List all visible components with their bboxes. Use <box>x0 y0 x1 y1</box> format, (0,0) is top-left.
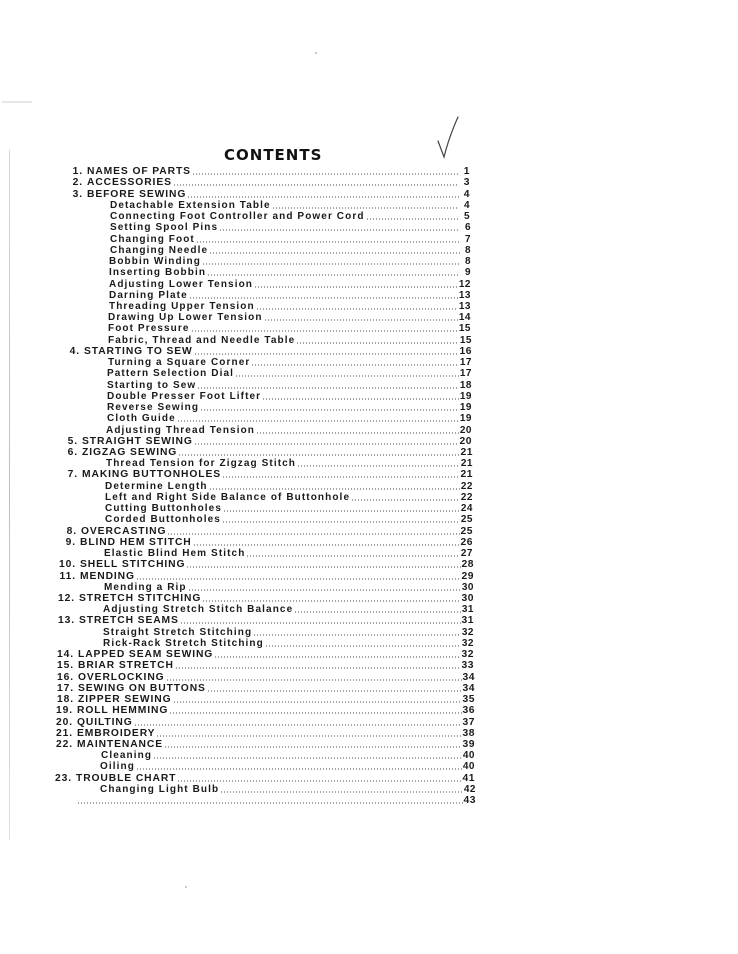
toc-subentry <box>108 357 472 368</box>
toc-subentry <box>104 548 473 559</box>
toc-entry-label: BLIND HEM STITCH <box>80 536 192 548</box>
toc-entry-number: 4. <box>69 345 80 357</box>
toc-entry-number: 5. <box>67 435 78 447</box>
toc-entry-number: 23. <box>54 772 72 784</box>
toc-entry-number: 22. <box>55 738 73 750</box>
toc-entry <box>67 447 473 458</box>
toc-entry-page-number: 9 <box>464 267 471 279</box>
toc-subentry <box>108 323 471 334</box>
toc-entry <box>72 166 470 178</box>
toc-entry-label: Reverse Sewing <box>107 402 200 414</box>
toc-entry-page-number: 20 <box>459 435 472 447</box>
dot-leader <box>254 286 458 288</box>
dot-leader <box>175 667 461 669</box>
dot-leader <box>136 768 462 770</box>
toc-subentry <box>105 514 473 525</box>
toc-subentry <box>100 784 476 795</box>
toc-entry-page-number: 37 <box>462 716 475 728</box>
toc-entry-label: Connecting Foot Controller and Power Cord <box>110 211 365 223</box>
toc-entry-page-number: 8 <box>464 244 471 256</box>
dot-leader <box>235 375 459 377</box>
toc-entry <box>57 592 474 604</box>
speck <box>315 52 317 54</box>
toc-entry-label: SHELL STITCHING <box>80 559 186 571</box>
toc-entry-label: Straight Stretch Stitching <box>103 626 253 638</box>
toc-entry-page-number: 30 <box>461 592 474 604</box>
toc-entry <box>72 177 470 189</box>
toc-subentry <box>110 245 471 256</box>
toc-entry-number: 1. <box>72 166 83 178</box>
toc-subentry <box>107 391 472 402</box>
dot-leader <box>220 791 463 793</box>
toc-entry-page-number: 32 <box>461 637 474 649</box>
toc-entry-page-number: 34 <box>462 682 475 694</box>
toc-entry-page-number: 17 <box>459 357 472 369</box>
dot-leader <box>351 499 460 501</box>
toc-entry-label: Threading Upper Tension <box>109 301 255 312</box>
dot-leader <box>194 353 459 355</box>
dot-leader <box>173 184 459 186</box>
toc-entry <box>69 345 472 357</box>
toc-entry-page-number: 32 <box>461 626 474 638</box>
toc-entry <box>66 525 473 537</box>
toc-subentry <box>106 424 472 435</box>
toc-entry-label: STRETCH STITCHING <box>79 592 202 604</box>
toc-entry-label: EMBROIDERY <box>77 727 156 739</box>
dot-leader <box>209 488 460 490</box>
toc-entry-page-number: 15 <box>458 323 471 335</box>
toc-entry-page-number: 21 <box>460 447 473 458</box>
toc-entry-page-number: 43 <box>463 795 476 807</box>
dot-leader <box>189 297 458 299</box>
toc-entry-page-number: 6 <box>464 222 471 234</box>
toc-subentry <box>103 638 474 649</box>
dot-leader <box>264 319 458 321</box>
toc-entry-number: 9. <box>65 536 76 548</box>
dot-leader <box>187 196 459 198</box>
dot-leader <box>296 342 459 344</box>
dot-leader <box>194 443 459 445</box>
toc-subentry <box>108 312 471 323</box>
handwritten-checkmark-icon <box>436 115 462 159</box>
toc-subentry <box>109 278 471 289</box>
toc-entry-label: Adjusting Stretch Stitch Balance <box>103 604 294 616</box>
toc-entry-label: BEFORE SEWING <box>87 188 187 200</box>
toc-entry-page-number: 41 <box>462 772 475 784</box>
dot-leader <box>153 757 462 759</box>
toc-entry-page-number: 1 <box>463 166 470 178</box>
toc-entry-page-number: 16 <box>459 345 472 357</box>
toc-subentry <box>100 761 475 772</box>
dot-leader <box>156 735 461 737</box>
toc-entry-label: Bobbin Winding <box>109 256 201 268</box>
toc-subentry <box>109 290 471 301</box>
toc-subentry <box>109 267 471 278</box>
dot-leader <box>136 578 461 580</box>
toc-entry-page-number: 15 <box>459 334 472 346</box>
toc-entry-page-number: 19 <box>459 413 472 425</box>
toc-subentry <box>110 222 471 233</box>
toc-entry-page-number: 42 <box>463 783 476 795</box>
toc-entry-label: Cutting Buttonholes <box>105 503 222 515</box>
toc-entry-page-number: 39 <box>462 738 475 750</box>
toc-entry-label: Turning a Square Corner <box>108 357 251 369</box>
toc-subentry <box>108 334 472 345</box>
dot-leader <box>164 746 462 748</box>
dot-leader <box>222 521 460 523</box>
toc-entry-page-number: 17 <box>459 368 472 380</box>
dot-leader <box>191 330 458 332</box>
toc-entry-page-number: 22 <box>460 491 473 503</box>
toc-entry-label: Mending a Rip <box>104 581 187 593</box>
toc-entry-label: MENDING <box>80 570 135 582</box>
toc-entry <box>76 795 476 806</box>
toc-entry <box>58 559 474 571</box>
toc-entry-label: BRIAR STRETCH <box>78 660 174 672</box>
toc-entry-label: Rick-Rack Stretch Stitching <box>103 637 264 649</box>
toc-entry-page-number: 14 <box>458 312 471 324</box>
toc-entry-label: Cleaning <box>101 750 153 762</box>
toc-entry-page-number: 13 <box>458 289 471 301</box>
dot-leader <box>366 218 459 220</box>
dot-leader <box>169 712 461 714</box>
toc-entry-label: TROUBLE CHART <box>76 772 177 784</box>
toc-subentry <box>103 604 474 615</box>
toc-subentry <box>110 211 470 222</box>
toc-entry <box>56 694 475 706</box>
toc-entry-number: 12. <box>57 592 75 604</box>
toc-entry-label: Changing Light Bulb <box>100 783 220 795</box>
dot-leader <box>197 387 459 389</box>
dot-leader <box>207 690 462 692</box>
toc-subentry <box>110 200 470 211</box>
speck <box>185 886 187 888</box>
toc-entry-label: Oiling <box>100 761 135 773</box>
toc-entry-page-number: 12 <box>458 278 471 290</box>
toc-entry-label: Cloth Guide <box>107 413 176 425</box>
dot-leader <box>251 364 459 366</box>
toc-subentry <box>101 750 475 761</box>
dot-leader <box>180 622 461 624</box>
toc-entry-number: 2. <box>72 177 83 189</box>
toc-subentry <box>105 480 473 491</box>
dot-leader <box>186 566 460 568</box>
dot-leader <box>202 600 460 602</box>
toc-entry-page-number: 7 <box>464 233 471 245</box>
toc-entry-label: OVERLOCKING <box>78 671 165 683</box>
toc-entry <box>55 716 475 728</box>
toc-entry-page-number: 40 <box>462 750 475 762</box>
toc-entry-label: Drawing Up Lower Tension <box>108 312 263 324</box>
toc-entry-number: 11. <box>59 570 76 582</box>
toc-entry <box>67 469 473 481</box>
toc-entry-number: 3. <box>72 188 83 200</box>
page-title: CONTENTS <box>224 146 323 164</box>
dot-leader <box>214 656 460 658</box>
toc-subentry <box>105 492 473 503</box>
toc-entry-page-number: 20 <box>459 424 472 436</box>
toc-entry-number: 6. <box>67 447 78 458</box>
toc-entry <box>59 570 474 582</box>
toc-entry-label: Adjusting Lower Tension <box>109 278 254 290</box>
toc-entry-page-number: 30 <box>461 581 474 593</box>
toc-entry-label: Detachable Extension Table <box>110 199 271 211</box>
toc-entry-label: Starting to Sew <box>107 379 197 391</box>
toc-entry-number: 18. <box>56 694 74 706</box>
toc-entry-label: STRETCH SEAMS <box>79 615 179 627</box>
toc-entry-label: SEWING ON BUTTONS <box>78 682 206 694</box>
dot-leader <box>219 229 460 231</box>
toc-entry-label: ZIGZAG SEWING <box>82 447 178 458</box>
dot-leader <box>265 645 461 647</box>
toc-entry-page-number: 21 <box>460 458 473 470</box>
dot-leader <box>297 465 460 467</box>
toc-entry <box>55 705 475 717</box>
dot-leader <box>223 510 460 512</box>
toc-subentry <box>105 503 473 514</box>
toc-subentry <box>106 458 473 469</box>
dot-leader <box>196 241 460 243</box>
toc-entry <box>55 738 475 750</box>
toc-entry-page-number: 21 <box>460 469 473 481</box>
toc-entry-label: STRAIGHT SEWING <box>82 435 193 447</box>
toc-entry-page-number: 31 <box>461 604 474 616</box>
dot-leader <box>178 454 459 456</box>
dot-leader <box>188 589 461 591</box>
toc-entry-page-number: 34 <box>462 671 475 683</box>
toc-entry <box>56 682 475 694</box>
toc-entry-number: 13. <box>57 615 75 627</box>
binding-edge-shadow <box>9 150 10 840</box>
dot-leader <box>209 252 460 254</box>
toc-entry-label: ROLL HEMMING <box>77 705 169 717</box>
toc-entry-page-number: 8 <box>464 256 471 268</box>
toc-subentry <box>107 368 472 379</box>
toc-entry <box>57 615 474 627</box>
toc-entry-page-number: 5 <box>463 211 470 223</box>
toc-entry-number: 20. <box>55 716 73 728</box>
toc-entry-label: LAPPED SEAM SEWING <box>78 649 214 661</box>
toc-entry-page-number: 28 <box>461 559 474 571</box>
toc-entry-page-number: 32 <box>461 649 474 661</box>
toc-entry-number: 7. <box>67 469 78 481</box>
toc-subentry <box>110 233 471 244</box>
toc-subentry <box>109 301 471 312</box>
toc-entry-label: ZIPPER SEWING <box>78 694 172 706</box>
toc-entry-page-number: 36 <box>462 705 475 717</box>
toc-entry-label: Foot Pressure <box>108 323 190 335</box>
toc-entry-page-number: 3 <box>463 177 470 189</box>
toc-entry <box>56 649 474 661</box>
toc-entry-page-number: 27 <box>460 548 473 560</box>
toc-entry-page-number: 4 <box>463 188 470 200</box>
toc-entry <box>56 660 474 672</box>
dot-leader <box>193 544 460 546</box>
toc-entry-number: 19. <box>55 705 73 717</box>
toc-entry-page-number: 35 <box>462 694 475 706</box>
toc-entry-label: Setting Spool Pins <box>110 222 219 234</box>
dot-leader <box>167 533 459 535</box>
toc-subentry <box>107 402 472 413</box>
toc-entry-label: Double Presser Foot Lifter <box>107 390 262 402</box>
toc-entry-page-number: 38 <box>462 727 475 739</box>
dot-leader <box>77 802 463 804</box>
toc-entry-page-number: 4 <box>463 199 470 211</box>
toc-entry-label: Fabric, Thread and Needle Table <box>108 334 296 346</box>
toc-entry-number: 8. <box>66 525 77 537</box>
dot-leader <box>192 173 459 175</box>
toc-entry-number: 14. <box>56 649 74 661</box>
toc-entry-page-number: 33 <box>461 660 474 672</box>
toc-entry-label: Pattern Selection Dial <box>107 368 235 380</box>
toc-entry <box>72 188 470 200</box>
toc-entry-label: ACCESSORIES <box>87 177 172 189</box>
dot-leader <box>173 701 462 703</box>
dot-leader <box>207 274 460 276</box>
dot-leader <box>202 263 460 265</box>
toc-entry-number: 21. <box>55 727 73 739</box>
toc-entry-label: MAINTENANCE <box>77 738 163 750</box>
dot-leader <box>256 308 458 310</box>
toc-entry-label: Left and Right Side Balance of Buttonhole <box>105 491 351 503</box>
toc-entry <box>65 536 473 548</box>
toc-entry <box>56 671 475 683</box>
dot-leader <box>272 207 459 209</box>
dot-leader <box>294 611 461 613</box>
dot-leader <box>253 634 461 636</box>
toc-entry <box>55 727 475 739</box>
toc-entry-label: Thread Tension for Zigzag Stitch <box>106 458 297 470</box>
toc-entry-page-number: 18 <box>459 379 472 391</box>
toc-entry-page-number: 25 <box>460 525 473 537</box>
toc-entry-label: Changing Foot <box>110 233 195 245</box>
toc-entry-label: Corded Buttonholes <box>105 514 221 526</box>
toc-entry-number: 15. <box>56 660 74 672</box>
toc-entry-page-number: 26 <box>460 536 473 548</box>
dot-leader <box>177 420 459 422</box>
toc-entry-page-number: 29 <box>461 570 474 582</box>
toc-entry-label: NAMES OF PARTS <box>87 166 191 178</box>
toc-entry-number: 17. <box>56 682 74 694</box>
dot-leader <box>222 476 460 478</box>
dot-leader <box>200 409 459 411</box>
toc-entry-label: STARTING TO SEW <box>84 345 193 357</box>
toc-entry <box>67 435 472 447</box>
toc-entry-label: Changing Needle <box>110 244 209 256</box>
dot-leader <box>262 398 459 400</box>
dot-leader <box>246 555 459 557</box>
page-smudge <box>2 101 32 103</box>
toc-subentry <box>104 582 474 593</box>
toc-entry-page-number: 25 <box>460 514 473 526</box>
toc-entry-page-number: 22 <box>460 480 473 492</box>
toc-entry-page-number: 40 <box>462 761 475 773</box>
toc-subentry <box>107 413 472 424</box>
toc-entry-label: QUILTING <box>77 716 133 728</box>
toc-entry-page-number: 19 <box>459 402 472 414</box>
toc-entry-label: Determine Length <box>105 480 208 492</box>
toc-entry <box>54 772 475 784</box>
dot-leader <box>256 432 459 434</box>
toc-entry-label: OVERCASTING <box>81 525 167 537</box>
toc-entry-number: 16. <box>56 671 74 683</box>
dot-leader <box>134 724 462 726</box>
toc-entry-page-number: 19 <box>459 390 472 402</box>
toc-entry-label: MAKING BUTTONHOLES <box>82 469 221 481</box>
toc-entry-label: Inserting Bobbin <box>109 267 207 279</box>
toc-subentry <box>109 256 471 267</box>
toc-subentry <box>107 379 472 390</box>
toc-entry-label: Elastic Blind Hem Stitch <box>104 548 246 560</box>
toc-entry-label: Adjusting Thread Tension <box>106 424 255 436</box>
dot-leader <box>166 679 462 681</box>
toc-entry-page-number: 31 <box>461 615 474 627</box>
dot-leader <box>177 780 461 782</box>
toc-entry-page-number: 24 <box>460 503 473 515</box>
toc-subentry <box>103 626 474 637</box>
toc-entry-number: 10. <box>58 559 76 571</box>
toc-entry-label: Darning Plate <box>109 289 188 301</box>
toc-entry-page-number: 13 <box>458 301 471 312</box>
